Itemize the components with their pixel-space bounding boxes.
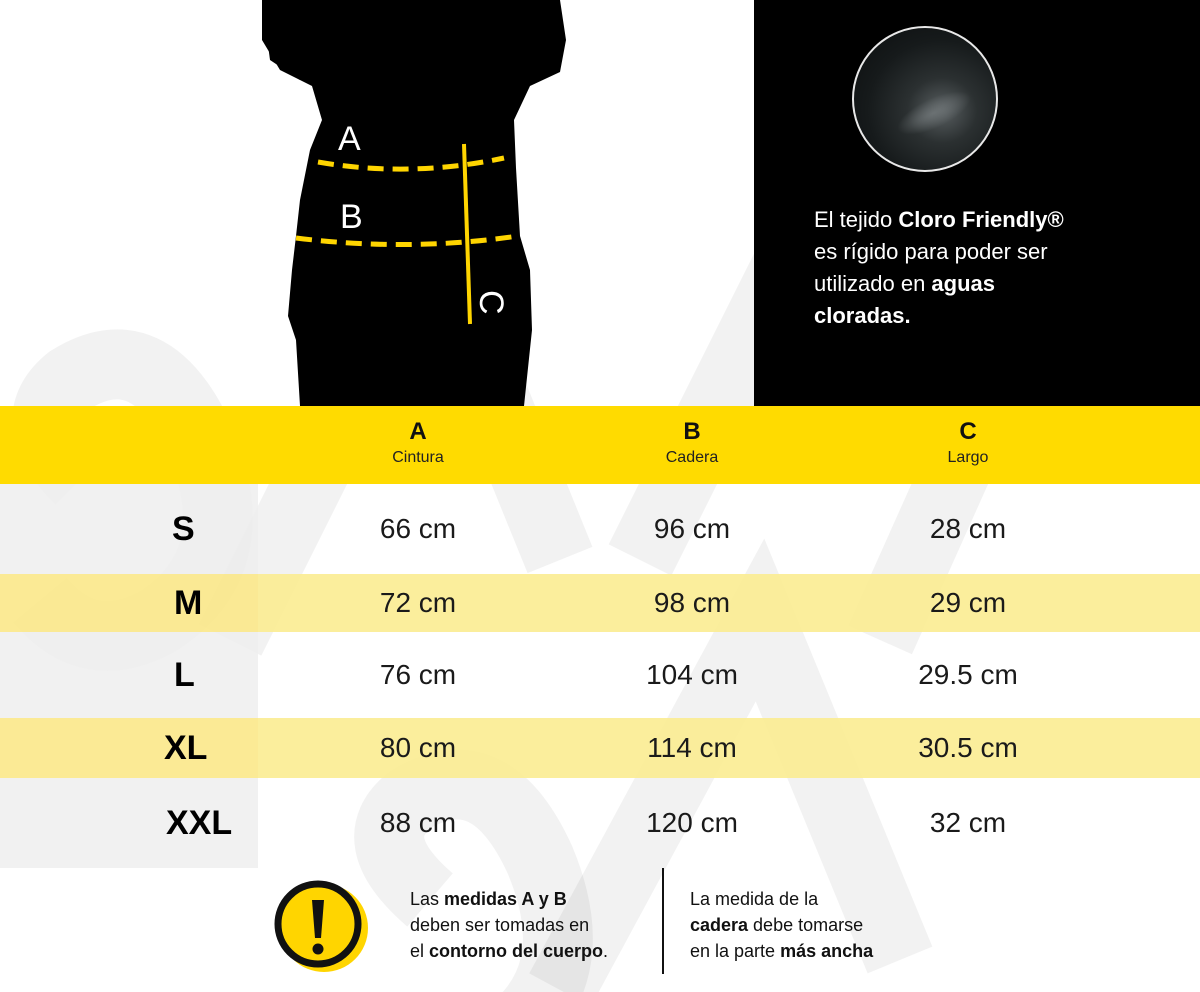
- column-header-c: C Largo: [947, 418, 989, 466]
- size-label: XXL: [166, 803, 233, 842]
- length-value: 30.5 cm: [918, 732, 1018, 763]
- note-left: Las medidas A y B deben ser tomadas en el contorno del cuerpo.: [410, 889, 609, 961]
- length-value: 32 cm: [929, 807, 1007, 838]
- table-header: [0, 406, 1200, 484]
- hip-value: 104 cm: [646, 659, 738, 690]
- label-b: B: [340, 198, 363, 236]
- hip-value: 120 cm: [646, 807, 738, 838]
- hip-value: 114 cm: [647, 732, 737, 763]
- exclamation-circle-icon: [274, 878, 370, 974]
- label-c: C: [472, 290, 510, 315]
- fabric-description: El tejido Cloro Friendly® es rígido para poder ser utilizado en aguas cloradas.: [814, 207, 1064, 328]
- column-header-a: A Cintura: [392, 418, 444, 466]
- table-row: [0, 574, 1200, 632]
- table-row: [0, 718, 1200, 778]
- waist-value: 80 cm: [379, 732, 457, 763]
- table-row: [0, 484, 1200, 574]
- label-a: A: [338, 120, 361, 158]
- note-divider: [662, 868, 664, 974]
- measurement-notes: [0, 868, 1200, 992]
- hip-value: 96 cm: [653, 513, 731, 544]
- waist-value: 66 cm: [379, 513, 457, 544]
- length-value: 29.5 cm: [918, 659, 1018, 690]
- table-row: [0, 632, 1200, 718]
- fabric-info-panel: [754, 0, 1200, 406]
- size-label: L: [174, 655, 195, 694]
- size-label: M: [174, 583, 203, 622]
- size-label: XL: [164, 728, 208, 767]
- waist-value: 88 cm: [379, 807, 457, 838]
- size-label: S: [172, 509, 195, 548]
- size-table: [0, 484, 1200, 868]
- length-value: 29 cm: [929, 587, 1007, 618]
- top-section: [0, 0, 1200, 406]
- table-row: [0, 778, 1200, 868]
- waist-value: 76 cm: [379, 659, 457, 690]
- hip-value: 98 cm: [653, 587, 731, 618]
- note-right: La medida de la cadera debe tomarse en la parte más ancha: [690, 889, 874, 961]
- column-header-b: B Cadera: [665, 418, 719, 466]
- waist-value: 72 cm: [379, 587, 457, 618]
- fabric-swatch-image: [852, 26, 998, 172]
- body-figure: [0, 0, 754, 406]
- length-value: 28 cm: [929, 513, 1007, 544]
